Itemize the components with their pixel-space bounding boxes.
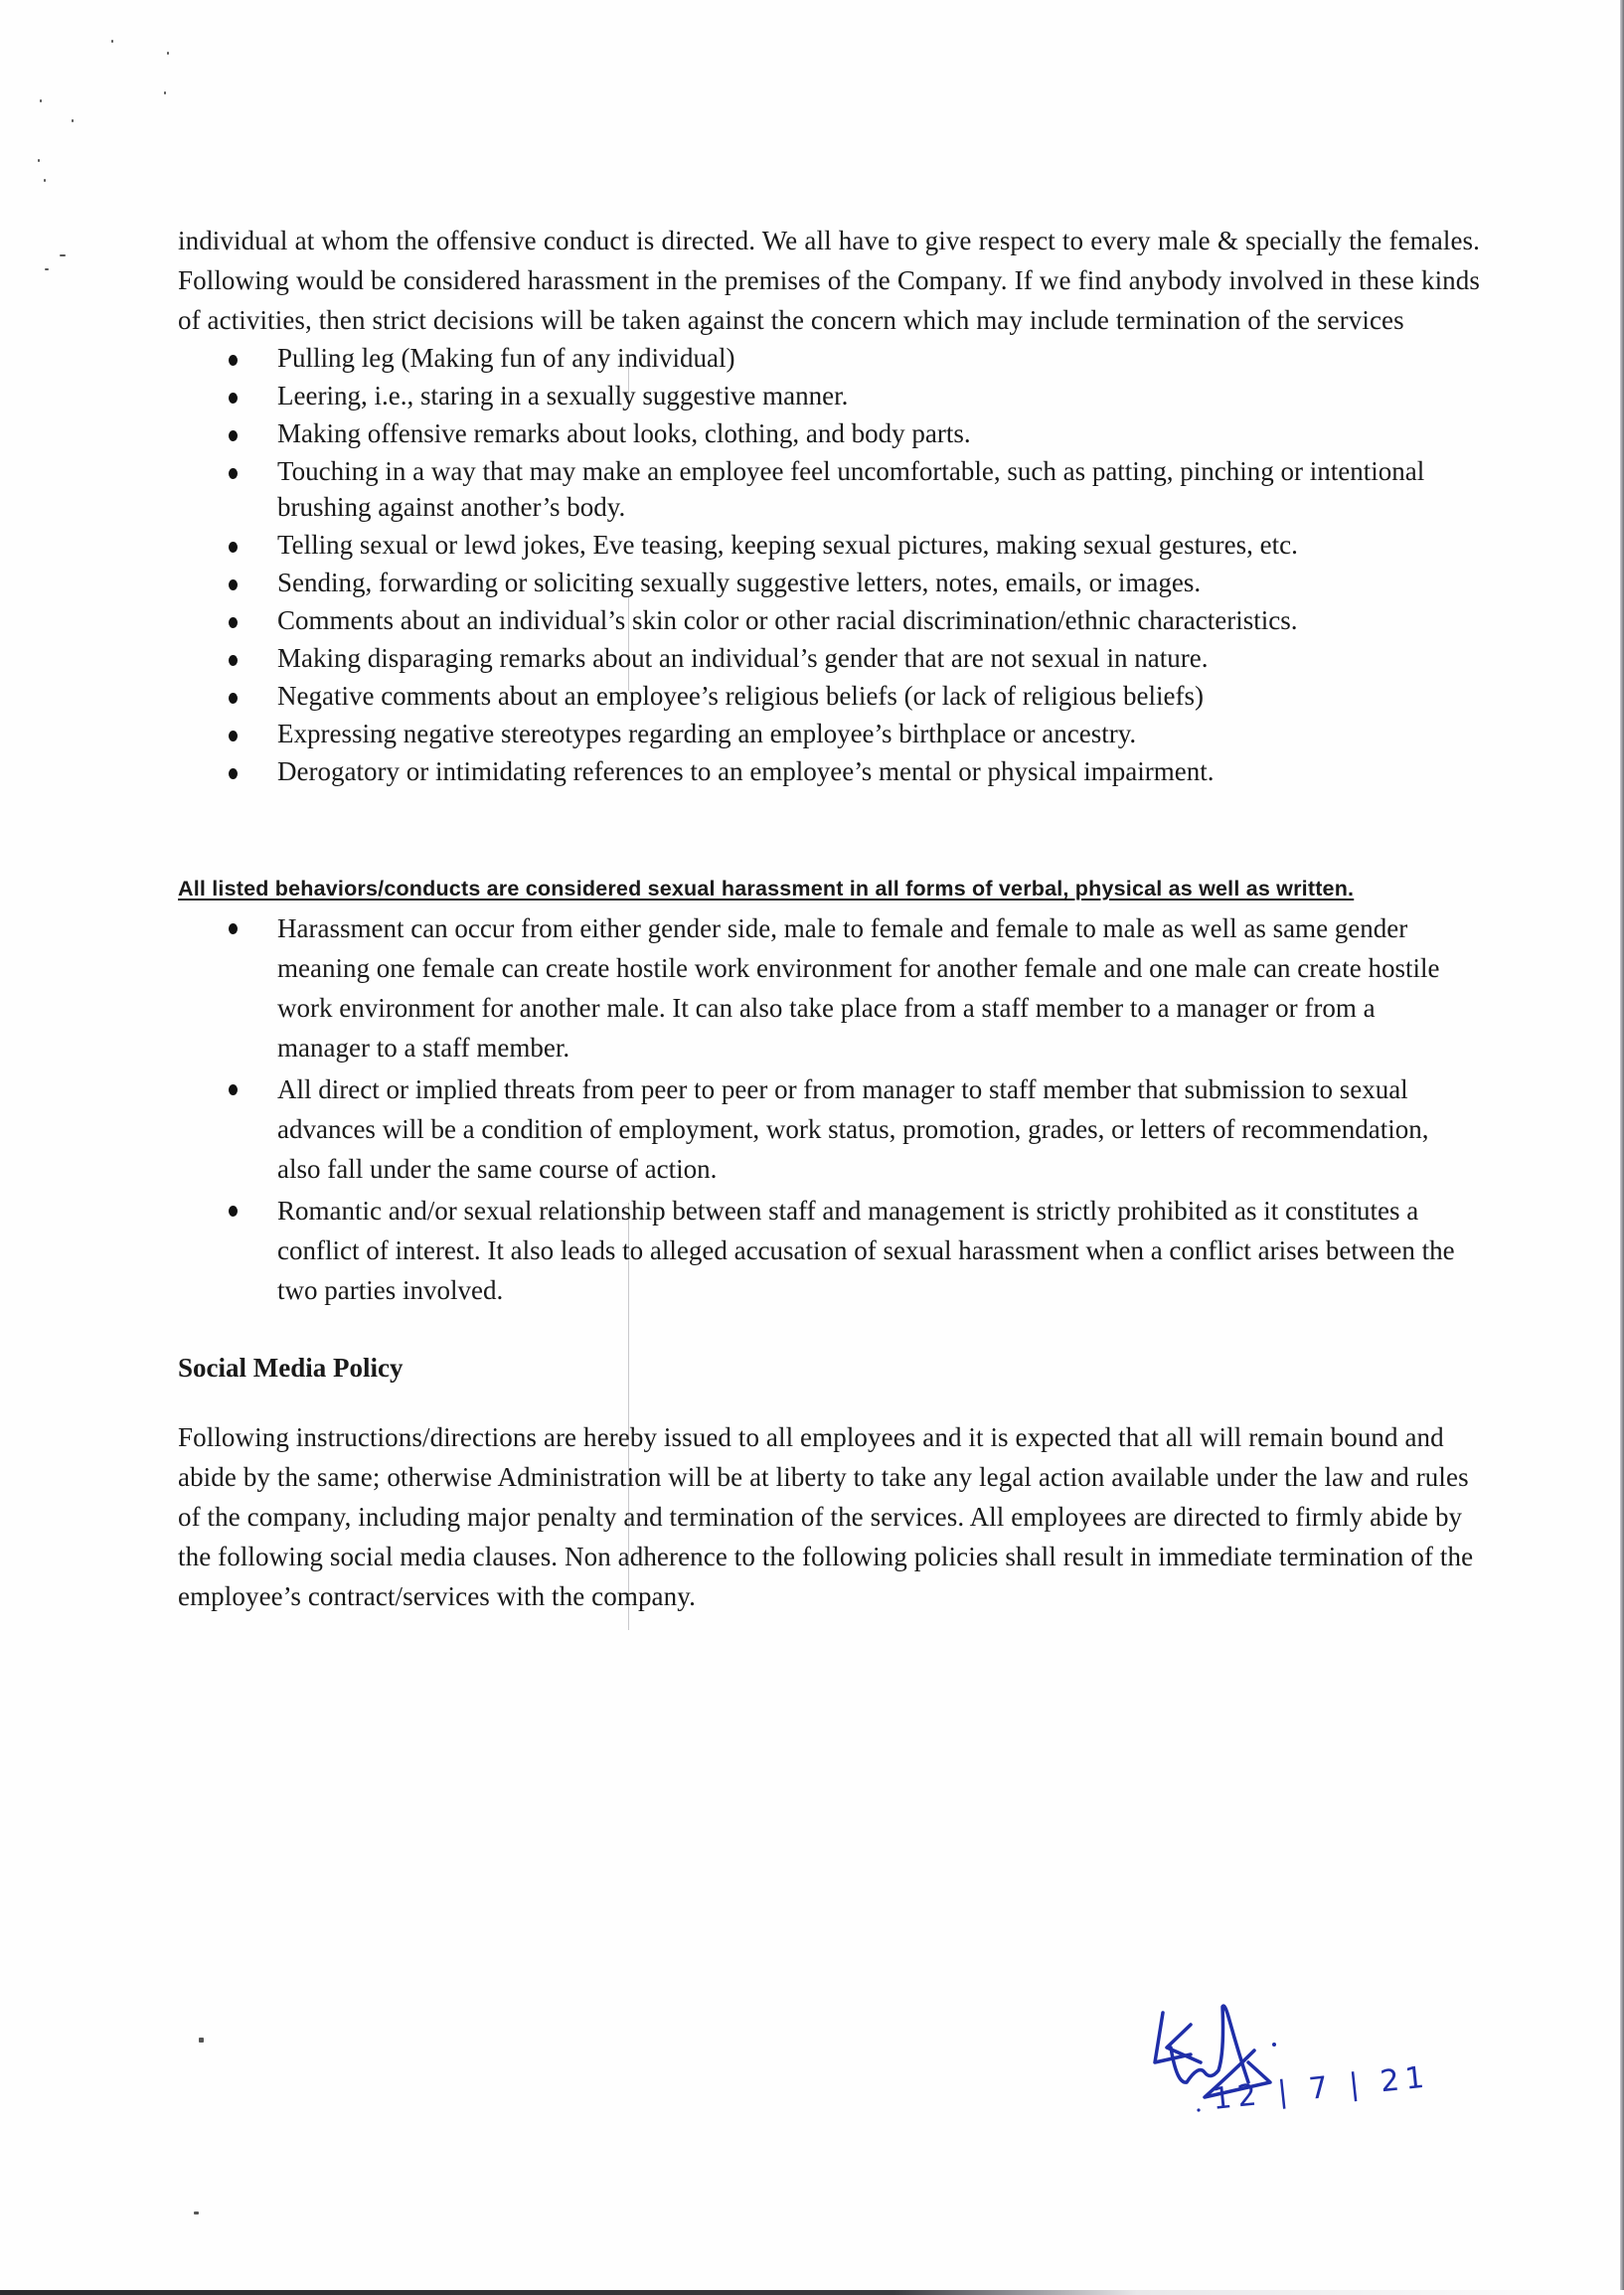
list-item: Negative comments about an employee’s religious beliefs (or lack of religious beliefs) <box>178 678 1480 714</box>
list-item: Sending, forwarding or soliciting sexually suggestive letters, notes, emails, or images. <box>178 565 1480 600</box>
scan-speck <box>45 268 49 270</box>
list-item: Derogatory or intimidating references to an employee’s mental or physical impairment. <box>178 753 1480 789</box>
bullet-icon <box>229 393 238 404</box>
scan-speck <box>167 52 169 55</box>
scan-speck <box>44 179 46 182</box>
bullet-icon <box>229 355 238 366</box>
underlined-note: All listed behaviors/conducts are considered sexual harassment in all forms of verbal, physical as well as written. <box>178 877 1355 901</box>
document-body <box>178 221 1480 1616</box>
scan-speck <box>111 40 113 43</box>
bullet-icon <box>229 731 238 741</box>
list-item: Expressing negative stereotypes regarding an employee’s birthplace or ancestry. <box>178 716 1480 751</box>
list-item: Making offensive remarks about looks, clothing, and body parts. <box>178 415 1480 451</box>
bullet-icon <box>229 923 238 934</box>
scan-speck <box>72 119 74 122</box>
scanner-edge-bottom <box>0 2290 1624 2295</box>
bullet-icon <box>229 693 238 704</box>
bullet-icon <box>229 768 238 779</box>
bullet-icon <box>229 655 238 666</box>
section-heading-social-media: Social Media Policy <box>178 1353 404 1383</box>
list-item: Touching in a way that may make an employee feel uncomfortable, such as patting, pinching or intentional brushing against another’s body. <box>178 453 1435 525</box>
list-item: Comments about an individual’s skin color or other racial discrimination/ethnic characteristics. <box>178 602 1480 638</box>
scan-speck <box>164 91 166 94</box>
scanner-edge-right <box>1620 0 1624 2295</box>
bullet-icon <box>229 579 238 590</box>
bullet-icon <box>229 542 238 553</box>
list-item: Making disparaging remarks about an individual’s gender that are not sexual in nature. <box>178 640 1480 676</box>
scan-speck <box>38 159 40 162</box>
list-item: Telling sexual or lewd jokes, Eve teasing, keeping sexual pictures, making sexual gestures, etc. <box>178 527 1480 563</box>
scan-speck <box>60 254 66 256</box>
signature-date: 12 | 7 | 21 <box>1211 2059 1432 2117</box>
list-item: Romantic and/or sexual relationship between staff and management is strictly prohibited as it constitutes a conflict of interest. It also leads to alleged accusation of sexual harassment when a conflict arises between the two parties involved. <box>178 1191 1455 1310</box>
list-item: Harassment can occur from either gender side, male to female and female to male as well as same gender meaning one female can create hostile work environment for another female and one male can create hostile work environment for another male. It can also take place from a staff member to a manager or from a manager to a staff member. <box>178 908 1455 1067</box>
sexual-harassment-examples-list <box>178 340 1480 600</box>
bullet-icon <box>229 430 238 441</box>
bullet-icon <box>229 617 238 628</box>
list-item: Pulling leg (Making fun of any individual) <box>178 340 1480 376</box>
scan-speck <box>199 2038 204 2043</box>
scan-speck <box>40 99 42 102</box>
list-item: All direct or implied threats from peer to peer or from manager to staff member that submission to sexual advances will be a condition of employment, work status, promotion, grades, or letters of recommendation, also fall under the same course of action. <box>178 1069 1455 1189</box>
intro-paragraph: individual at whom the offensive conduct is directed. We all have to give respect to every male & specially the females. Following would be considered harassment in the premises of the Company. If we find anybody involved in these kinds of activities, then strict decisions will be taken against the concern which may include termination of the services <box>178 226 1480 335</box>
bullet-icon <box>229 468 238 479</box>
bullet-icon <box>229 1084 238 1095</box>
policy-clauses-list <box>178 908 1480 1310</box>
discrimination-examples-list <box>178 602 1480 789</box>
list-item: Leering, i.e., staring in a sexually suggestive manner. <box>178 378 1480 413</box>
scan-speck <box>194 2212 199 2214</box>
social-media-paragraph: Following instructions/directions are hereby issued to all employees and it is expected that all will remain bound and abide by the same; otherwise Administration will be at liberty to take any legal action available under the law and rules of the company, including major penalty and termination of the services. All employees are directed to firmly abide by the following social media clauses. Non adherence to the following policies shall result in immediate termination of the employee’s contract/services with the company. <box>178 1422 1474 1611</box>
bullet-icon <box>229 1206 238 1217</box>
